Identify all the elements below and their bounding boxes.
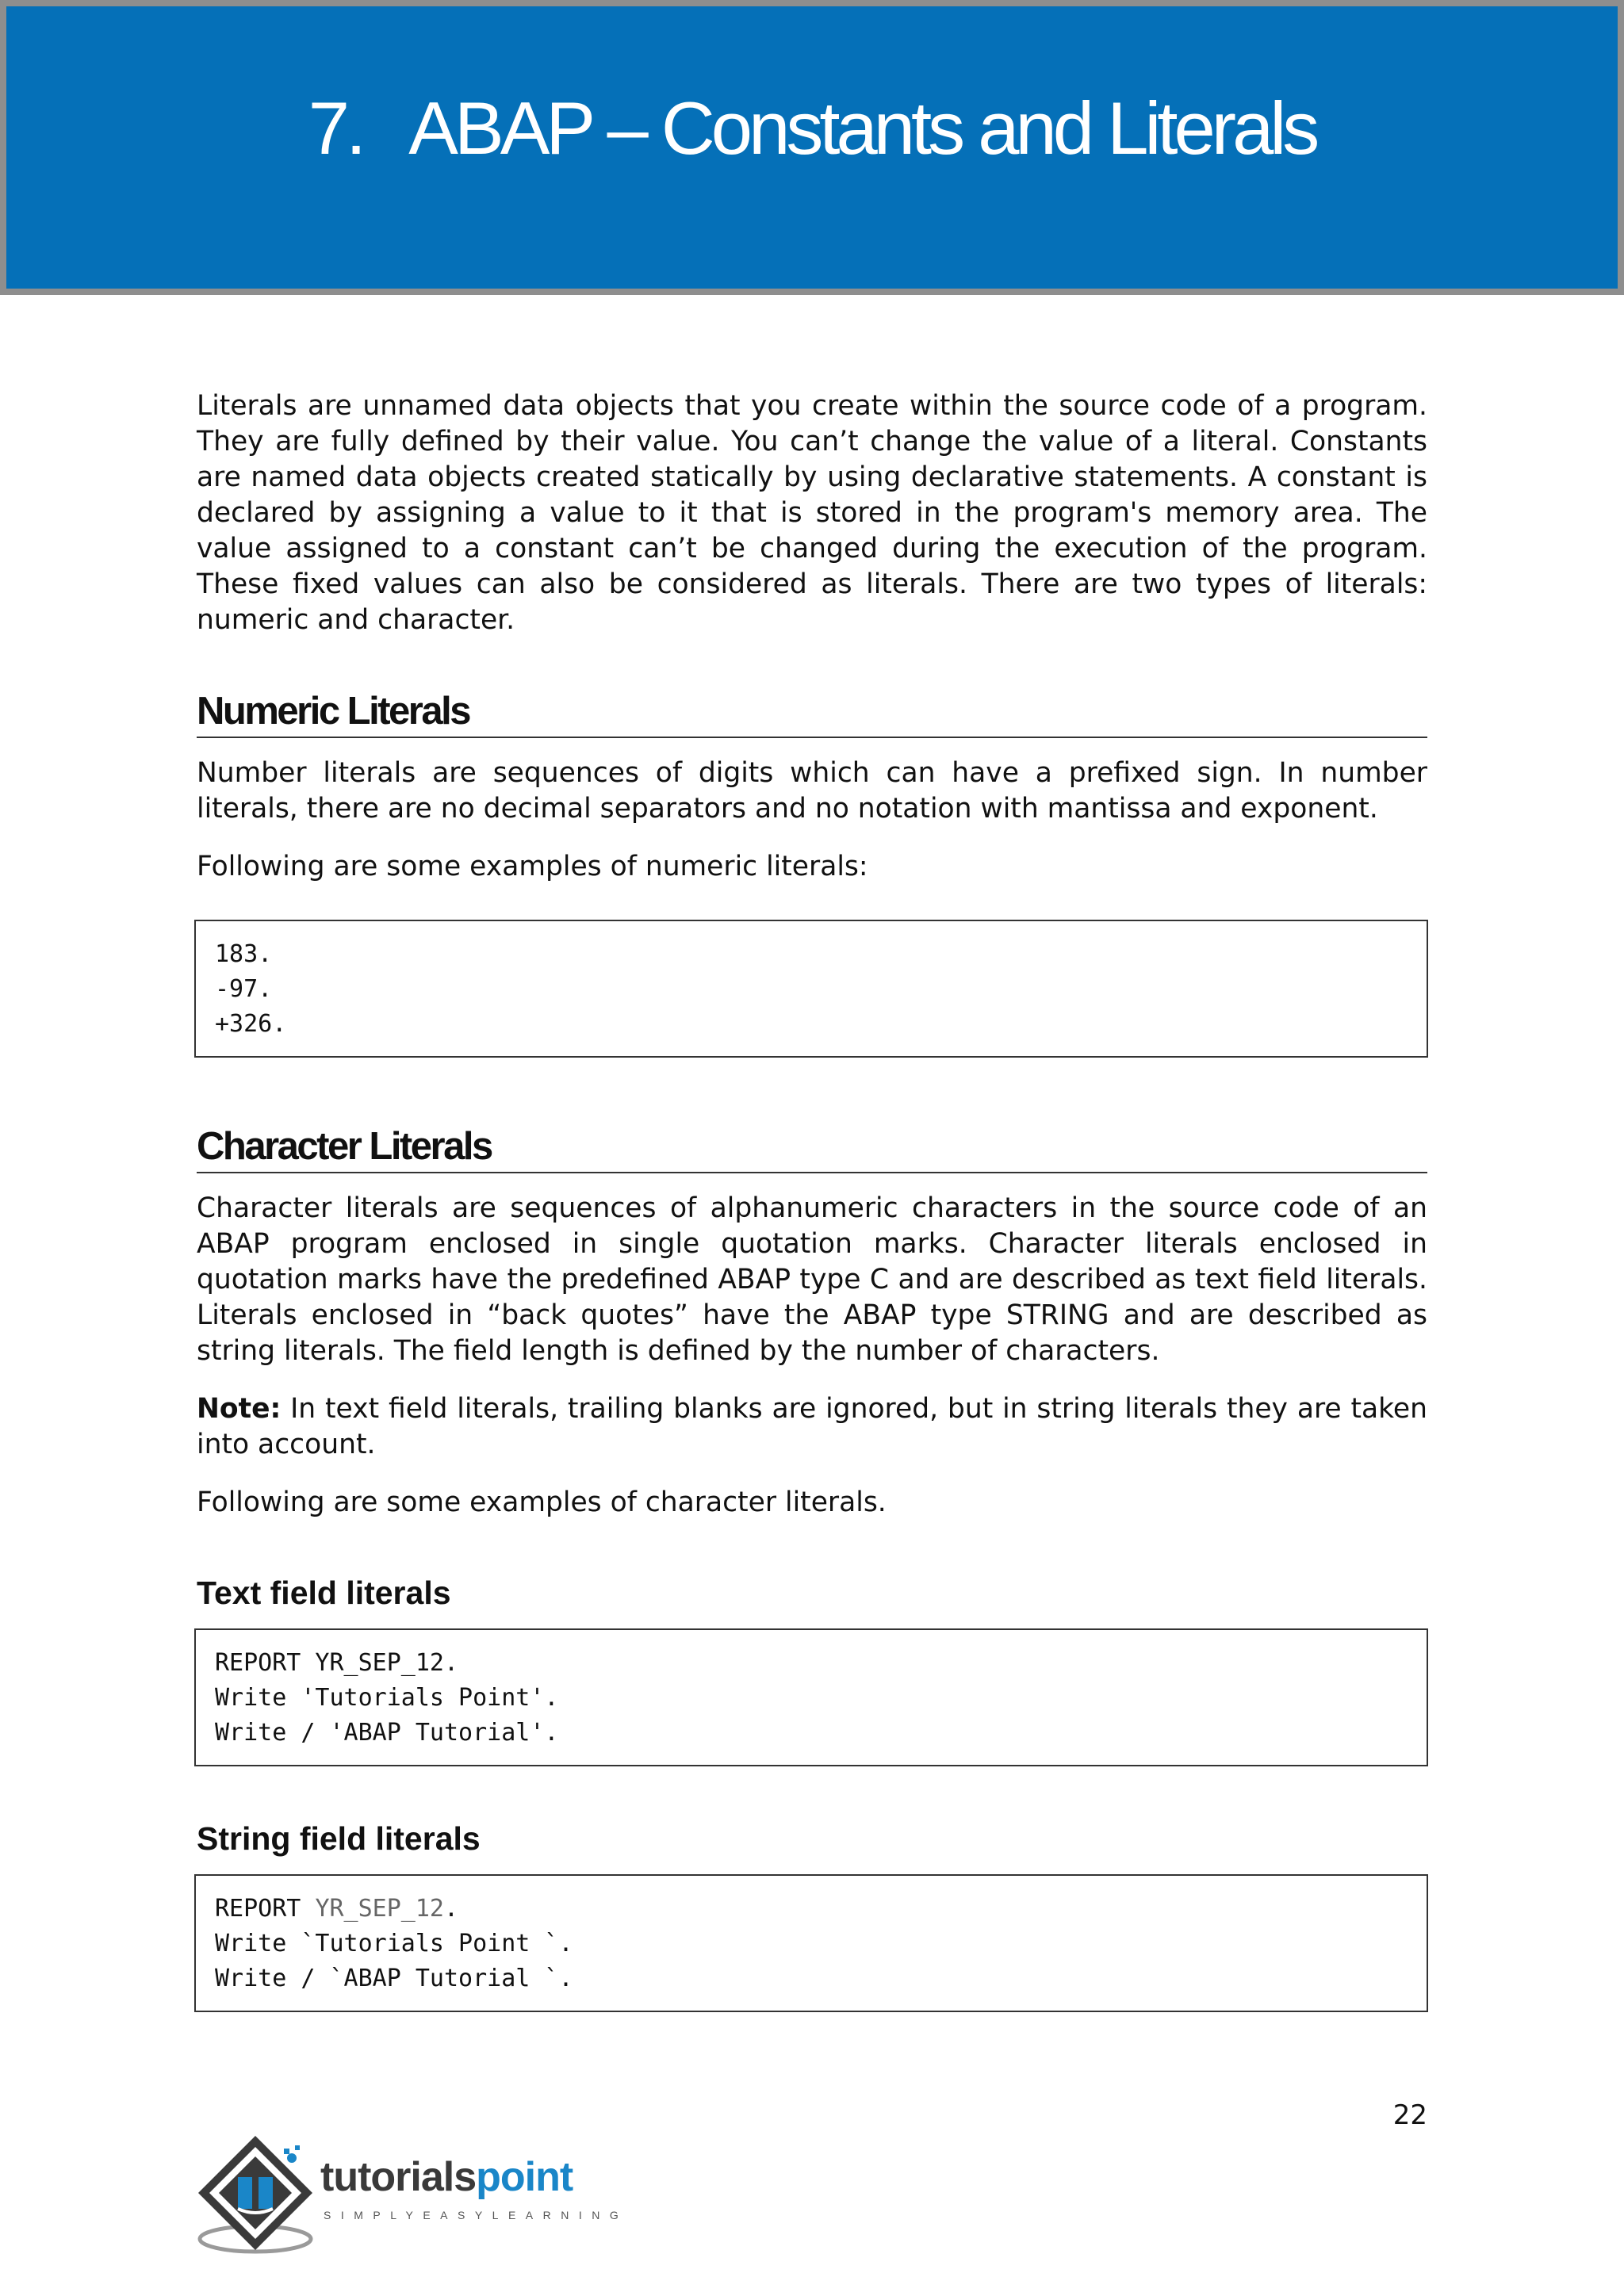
code-line: Write / `ABAP Tutorial `. xyxy=(215,1965,573,1992)
logo-wordmark xyxy=(320,2153,573,2201)
page-content xyxy=(197,388,1427,2012)
logo-word-tutorials: tutorials xyxy=(320,2154,477,2200)
note-paragraph xyxy=(197,1391,1427,1463)
code-terminator: . xyxy=(444,1895,459,1923)
string-field-literals-heading: String field literals xyxy=(197,1820,481,1857)
chapter-banner xyxy=(0,0,1624,295)
code-line xyxy=(215,1892,1408,1927)
code-line: -97. xyxy=(215,975,273,1003)
code-line: Write / 'ABAP Tutorial'. xyxy=(215,1719,559,1747)
numeric-examples-intro: Following are some examples of numeric literals: xyxy=(197,851,868,882)
logo-emblem-icon xyxy=(193,2130,328,2263)
code-line: Write `Tutorials Point `. xyxy=(215,1930,573,1957)
tutorialspoint-logo xyxy=(193,2130,638,2263)
code-keyword: REPORT xyxy=(215,1895,316,1923)
character-literals-description: Character literals are sequences of alphanumeric characters in the source code of an ABAP program enclosed in single quotation marks. Character literals enclosed in quotation marks have the predefined ABAP type C and are described as text field literals. Literals enclosed in “back quotes” have the ABAP type STRING and are described as string literals. The field length is defined by the number of characters. xyxy=(197,1192,1427,1367)
code-line: +326. xyxy=(215,1010,287,1038)
text-field-code-block xyxy=(194,1628,1428,1766)
code-program-name: YR_SEP_12 xyxy=(315,1895,444,1923)
note-label: Note: xyxy=(197,1393,282,1425)
intro-paragraph: Literals are unnamed data objects that you create within the source code of a program. They are fully defined by their value. You can’t change the value of a literal. Constants are named data objects created statically by using declarative statements. A constant is declared by assigning a value to it that is stored in the program's memory area. The value assigned to a constant can’t be changed during the execution of the program. These fixed values can also be considered as literals. There are two types of literals: numeric and character. xyxy=(197,390,1427,636)
code-line: 183. xyxy=(215,940,273,968)
character-examples-intro: Following are some examples of character literals. xyxy=(197,1487,887,1518)
numeric-literals-description: Number literals are sequences of digits which can have a prefixed sign. In number literals, there are no decimal separators and no notation with mantissa and exponent. xyxy=(197,757,1427,825)
chapter-title: 7. ABAP – Constants and Literals xyxy=(308,86,1316,170)
character-literals-heading: Character Literals xyxy=(197,1123,1427,1173)
numeric-literals-heading: Numeric Literals xyxy=(197,687,1427,738)
note-text: In text field literals, trailing blanks are ignored, but in string literals they are taken into account. xyxy=(197,1393,1427,1460)
logo-word-point: point xyxy=(476,2154,573,2200)
logo-tagline: SIMPLYEASYLEARNING xyxy=(324,2209,629,2221)
page-number: 22 xyxy=(1392,2099,1427,2131)
string-field-code-block xyxy=(194,1874,1428,2012)
text-field-literals-heading: Text field literals xyxy=(197,1575,451,1611)
code-line: REPORT YR_SEP_12. xyxy=(215,1649,459,1677)
code-line: Write 'Tutorials Point'. xyxy=(215,1684,559,1712)
numeric-code-block xyxy=(194,920,1428,1058)
